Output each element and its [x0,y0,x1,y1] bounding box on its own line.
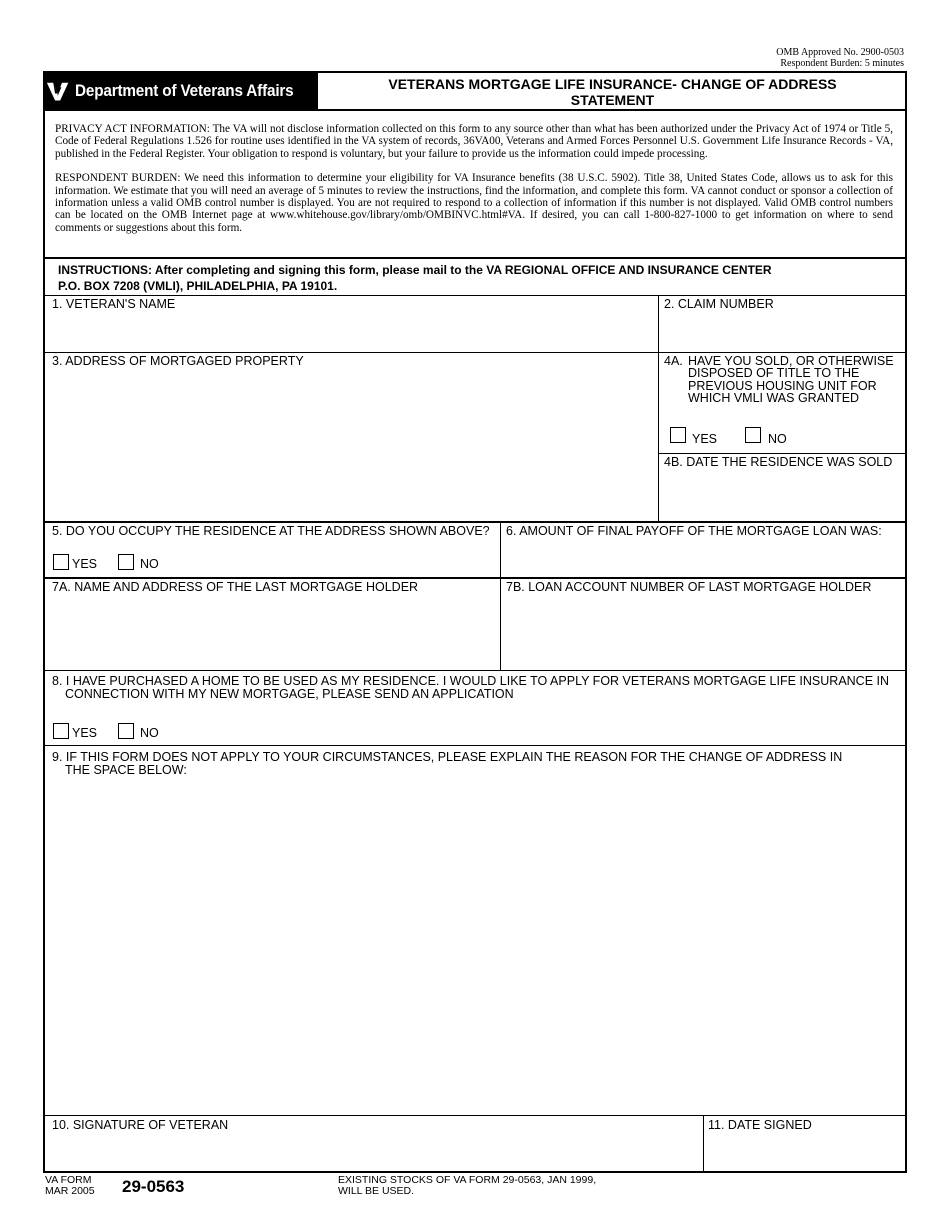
question-9-line-1: 9. IF THIS FORM DOES NOT APPLY TO YOUR CIRCUMSTANCES, PLEASE EXPLAIN THE REASON FOR THE CHANGE OF ADDRESS IN [52,750,843,764]
va-form-label: VA FORM [45,1174,92,1186]
property-address-field[interactable] [45,353,657,521]
omb-respondent-burden: Respondent Burden: 5 minutes [780,58,904,69]
q5-yes-label: YES [72,557,98,571]
form-title-line-1: VETERANS MORTGAGE LIFE INSURANCE- CHANGE OF ADDRESS [388,76,837,92]
q4a-no-checkbox[interactable] [745,427,761,443]
privacy-act-notice: PRIVACY ACT INFORMATION: The VA will not disclose information collected on this form to any source other than what has been authorized under the Privacy Act of 1974 or Title 5, Code of Federal Regulations 1.526 for routine uses identified in the VA system of records, 36VA00, Veterans and Armed Forces Personnel U.S. Government Life Insurance Records - VA, published in the Federal Register. Your obligation to respond is voluntary, but your failure to provide us the information could impede processing. [55,123,893,160]
date-signed-label: 11. DATE SIGNED [708,1118,812,1132]
form-revision-date: MAR 2005 [45,1185,95,1197]
q8-no-checkbox[interactable] [118,723,134,739]
q5-no-checkbox[interactable] [118,554,134,570]
column-divider-10-11 [703,1115,704,1172]
q8-yes-label: YES [72,726,98,740]
q5-yes-checkbox[interactable] [53,554,69,570]
signature-label: 10. SIGNATURE OF VETERAN [52,1118,229,1132]
notices-section [55,123,893,246]
question-7a-label: 7A. NAME AND ADDRESS OF THE LAST MORTGAGE HOLDER [52,580,419,594]
notices-divider [43,257,907,259]
question-6-label: 6. AMOUNT OF FINAL PAYOFF OF THE MORTGAGE LOAN WAS: [506,524,882,538]
q4a-no-label: NO [768,432,787,446]
omb-approval-number: OMB Approved No. 2900-0503 [776,47,904,58]
question-8-line-1: 8. I HAVE PURCHASED A HOME TO BE USED AS MY RESIDENCE. I WOULD LIKE TO APPLY FOR VETERANS MORTGAGE LIFE INSURANCE IN [52,674,890,688]
column-divider-5-7 [500,522,501,670]
question-7b-label: 7B. LOAN ACCOUNT NUMBER OF LAST MORTGAGE HOLDER [506,580,872,594]
explanation-field[interactable] [45,746,905,1114]
question-4a-line-2: DISPOSED OF TITLE TO THE [688,366,860,380]
va-logo-icon [45,73,70,109]
question-9-line-2: THE SPACE BELOW: [65,763,187,777]
question-4a-line-3: PREVIOUS HOUSING UNIT FOR [688,379,877,393]
q4a-yes-label: YES [692,432,718,446]
question-4a-line-1: HAVE YOU SOLD, OR OTHERWISE [688,354,894,368]
q4a-yes-checkbox[interactable] [670,427,686,443]
instructions-line-2: P.O. BOX 7208 (VMLI), PHILADELPHIA, PA 19101. [58,279,338,293]
omb-notice [776,47,904,69]
stock-note [338,1175,596,1197]
instructions-line-1: INSTRUCTIONS: After completing and signing this form, please mail to the VA REGIONAL OFFICE AND INSURANCE CENTER [58,263,772,277]
q8-no-label: NO [140,726,159,740]
form-title-line-2: STATEMENT [570,92,655,108]
column-divider-1-4 [658,295,659,522]
q8-yes-checkbox[interactable] [53,723,69,739]
mailing-instructions [58,262,898,294]
question-4a-line-4: WHICH VMLI WAS GRANTED [688,391,860,405]
respondent-burden-notice: RESPONDENT BURDEN: We need this information to determine your eligibility for VA Insurance benefits (38 U.S.C. 5902). Title 38, United States Code, allows us to ask for this information. We estimate that you will need an average of 5 minutes to review the instructions, find the information, and complete this form. VA cannot conduct or sponsor a collection of information unless a valid OMB control number is displayed. You are not required to respond to a collection of information if this number is not displayed. Valid OMB control numbers can be located on the OMB Internet page at www.whitehouse.gov/library/omb/OMBINVC.html#VA. If desired, you can call 1-800-827-1000 to get information on where to send comments or suggestions about this form. [55,172,893,234]
date-sold-label: 4B. DATE THE RESIDENCE WAS SOLD [664,455,893,469]
q5-no-label: NO [140,557,159,571]
header-divider [43,109,907,111]
agency-header [43,72,318,110]
question-8-line-2: CONNECTION WITH MY NEW MORTGAGE, PLEASE SEND AN APPLICATION [65,687,514,701]
form-identifier [45,1175,95,1197]
claim-number-label: 2. CLAIM NUMBER [664,297,774,311]
question-5-label: 5. DO YOU OCCUPY THE RESIDENCE AT THE ADDRESS SHOWN ABOVE? [52,524,490,538]
stock-note-line-2: WILL BE USED. [338,1185,415,1197]
form-number: 29-0563 [122,1177,185,1196]
stock-note-line-1: EXISTING STOCKS OF VA FORM 29-0563, JAN 1999, [338,1174,597,1186]
form-title [318,76,907,108]
property-address-label: 3. ADDRESS OF MORTGAGED PROPERTY [52,354,304,368]
question-4a-number: 4A. [664,354,683,368]
row-divider-4 [43,670,907,671]
veteran-name-label: 1. VETERAN'S NAME [52,297,176,311]
agency-name: Department of Veterans Affairs [75,81,294,100]
